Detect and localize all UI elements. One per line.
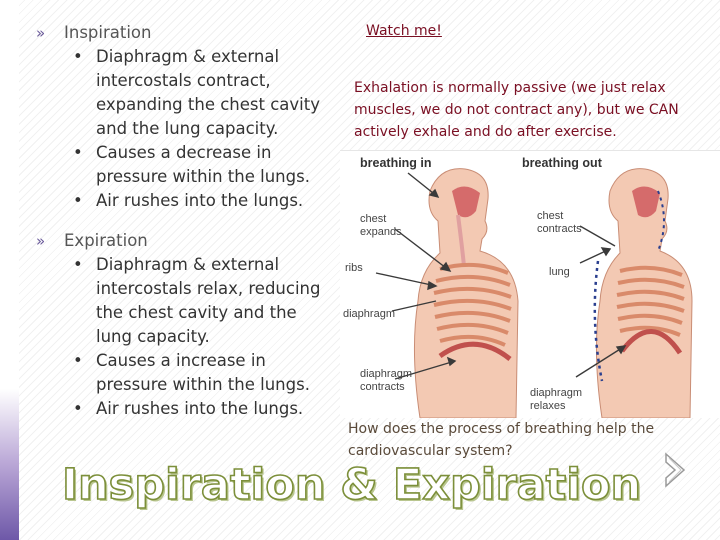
breathing-diagram [340,150,720,418]
watch-video-link[interactable]: Watch me! [366,23,442,39]
bullet-content [36,21,336,421]
inspiration-section [36,21,336,45]
list-item: • Causes a decrease in pressure within the lungs. [36,141,336,189]
expiration-heading: Expiration [64,231,148,250]
left-accent-stripe [0,0,19,540]
next-arrow-icon[interactable] [660,450,690,490]
breathing-diagram-image [340,151,720,418]
list-item: • Causes a increase in pressure within the lungs. [36,349,336,397]
breathing-out-label: breathing out [522,156,602,170]
breathing-out-figure [522,156,692,418]
list-item: • Air rushes into the lungs. [36,189,336,213]
double-chevron-icon: » [36,232,46,250]
list-item: • Diaphragm & external intercostals contract, expanding the chest cavity and the lung capacity. [36,45,336,141]
exhalation-note: Exhalation is normally passive (we just relax muscles, we do not contract any), but we CAN actively exhale and do after exercise. [354,80,679,140]
diaphragm-relaxes-label-2: relaxes [530,400,566,412]
inspiration-heading: Inspiration [64,23,152,42]
lung-label: lung [549,266,570,278]
diaphragm-relaxes-label-1: diaphragm [530,387,582,399]
double-chevron-icon: » [36,24,46,42]
breathing-in-label: breathing in [360,156,432,170]
diaphragm-contracts-label-1: diaphragm [360,368,412,380]
inspiration-points [36,45,336,213]
list-item: • Air rushes into the lungs. [36,397,336,421]
chest-contracts-label-2: contracts [537,223,582,235]
list-item: • Diaphragm & external intercostals relax, reducing the chest cavity and the lung capacity. [36,253,336,349]
discussion-question: How does the process of breathing help the cardiovascular system? [348,421,655,459]
chest-contracts-label-1: chest [537,210,564,222]
expiration-section [36,229,336,253]
chest-expands-label-1: chest [360,213,387,225]
diaphragm-contracts-label-2: contracts [360,381,405,393]
chest-expands-label-2: expands [360,226,402,238]
ribs-label: ribs [345,262,363,274]
diaphragm-label: diaphragm [343,308,395,320]
breathing-in-figure [343,156,518,418]
slide-title: Inspiration & Expiration [62,460,642,510]
expiration-points [36,253,336,421]
